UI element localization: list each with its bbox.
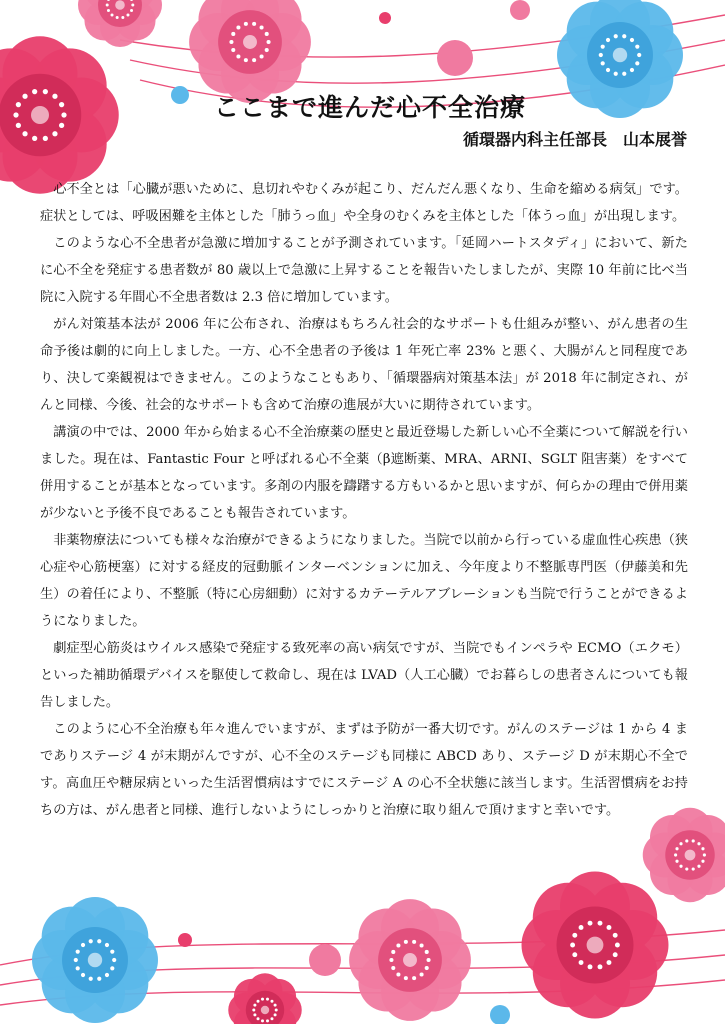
paragraph: このように心不全治療も年々進んでいますが、まずは予防が一番大切です。がんのステージは 1 から 4 までありステージ 4 が末期がんですが、心不全のステージも同様に ABCD あり、ステージ D が末期心不全です。高血圧や糖尿病といった生活習慣病はすでにステージ A の心不全状態に該当します。生活習慣病をお持ちの方は、がん患者と同様、進行しないようにしっかりと治療に取り組んで頂けますと幸いです。 (40, 722, 688, 818)
paragraph: 劇症型心筋炎はウイルス感染で発症する致死率の高い病気ですが、当院でもインペラや ECMO（エクモ）といった補助循環デバイスを駆使して救命し、現在は LVAD（人工心臓）でお暮らしの患者さんについても報告しました。 (40, 641, 688, 710)
dot-icon (437, 40, 473, 76)
author-line: 循環器内科主任部長 山本展誉 (462, 130, 687, 149)
article-body (40, 176, 688, 824)
flower-icon (78, 0, 162, 47)
paragraph: このような心不全患者が急激に増加することが予測されています。「延岡ハートスタディ」において、新たに心不全を発症する患者数が 80 歳以上で急激に上昇することを報告いたしましたが、実際 10 年前に比べ当院に入院する年間心不全患者数は 2.3 倍に増加しています。 (40, 236, 688, 305)
dot-icon (379, 12, 391, 24)
flower-icon (522, 872, 669, 1019)
flower-icon (557, 0, 683, 118)
flower-icon (0, 36, 119, 194)
paragraph: 講演の中では、2000 年から始まる心不全治療薬の歴史と最近登場した新しい心不全薬について解説を行いました。現在は、Fantastic Four と呼ばれる心不全薬（β遮断薬、MRA、ARNI、SGLT 阻害薬）をすべて併用することが基本となっています。多剤の内服を躊躇する方もいるかと思いますが、何らかの理由で併用薬が少ないと予後不良であることも報告されています。 (40, 425, 688, 521)
dot-icon (178, 933, 192, 947)
paragraph: 心不全とは「心臓が悪いために、息切れやむくみが起こり、だんだん悪くなり、生命を縮める病気」です。症状としては、呼吸困難を主体とした「肺うっ血」や全身のむくみを主体とした「体うっ血」が出現します。 (40, 182, 688, 224)
dot-icon (490, 1005, 510, 1024)
dot-icon (510, 0, 530, 20)
flower-icon (228, 973, 302, 1024)
paragraph: 非薬物療法についても様々な治療ができるようになりました。当院で以前から行っている虚血性心疾患（狭心症や心筋梗塞）に対する経皮的冠動脈インターベンションに加え、今年度より不整脈専門医（伊藤美和先生）の着任により、不整脈（特に心房細動）に対するカテーテルアブレーションも当院で行うことができるようになりました。 (40, 533, 688, 629)
dot-icon (309, 944, 341, 976)
paragraph: がん対策基本法が 2006 年に公布され、治療はもちろん社会的なサポートも仕組みが整い、がん患者の生命予後は劇的に向上しました。一方、心不全患者の予後は 1 年死亡率 23% と悪く、大腸がんと同程度であり、決して楽観視はできません。このようなこともあり、「循環器病対策基本法」が 2018 年に制定され、がんと同様、今後、社会的なサポートも含めて治療の進展が大いに期待されています。 (40, 317, 688, 413)
page-title: ここまで進んだ心不全治療 (213, 93, 526, 122)
flower-icon (349, 899, 471, 1021)
flower-icon (32, 897, 158, 1023)
